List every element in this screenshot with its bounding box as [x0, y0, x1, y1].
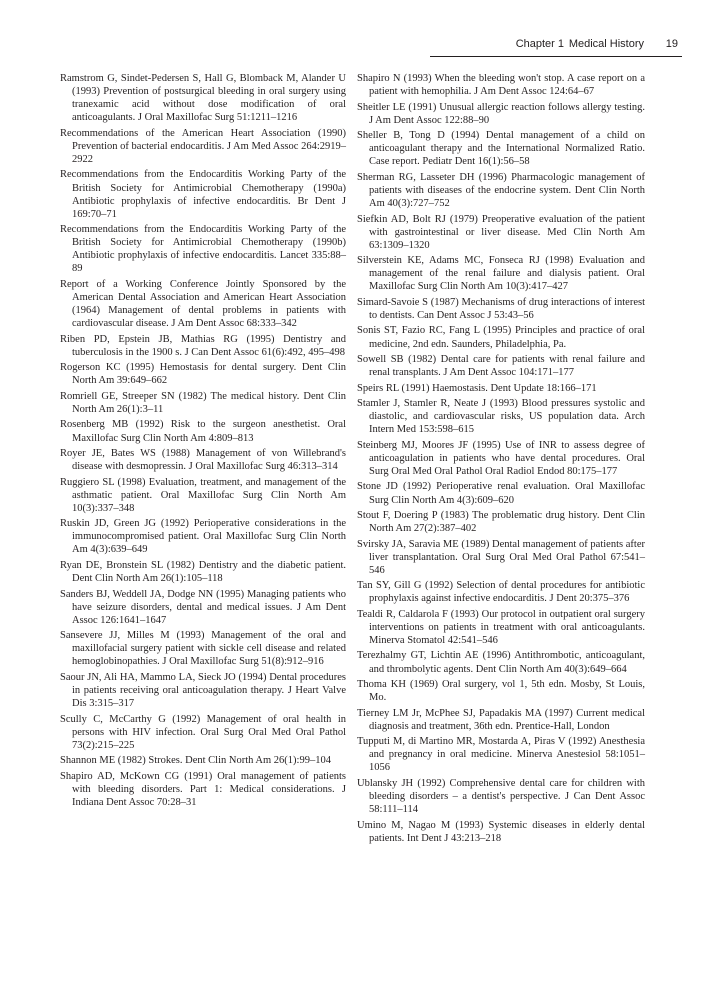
reference-entry: Steinberg MJ, Moores JF (1995) Use of INR to assess degree of anticoagulation in patients who have dental procedures. Oral Surg Oral Med Oral Pathol Oral Radiol Endod 80:175–177	[357, 439, 645, 477]
reference-entry: Recommendations of the American Heart Association (1990) Prevention of bacterial endocarditis. J Am Med Assoc 264:2919–2922	[60, 127, 346, 165]
reference-entry: Umino M, Nagao M (1993) Systemic diseases in elderly dental patients. Int Dent J 43:213–218	[357, 819, 645, 844]
reference-entry: Tupputi M, di Martino MR, Mostarda A, Piras V (1992) Anesthesia and pregnancy in oral medicine. Minerva Anestesiol 58:1051–1056	[357, 736, 645, 774]
reference-entry: Shapiro AD, McKown CG (1991) Oral management of patients with bleeding disorders. Part 1: Medical considerations. J Indiana Dent Assoc 70:28–31	[60, 770, 346, 808]
reference-entry: Sansevere JJ, Milles M (1993) Management of the oral and maxillofacial surgery patient with sickle cell disease and related hemoglobinopathies. J Oral Maxillofac Surg 51(8):912–916	[60, 630, 346, 668]
reference-entry: Ruskin JD, Green JG (1992) Perioperative considerations in the immunocompromised patient. Oral Maxillofac Surg Clin North Am 4(3):639–649	[60, 518, 346, 556]
reference-entry: Ruggiero SL (1998) Evaluation, treatment, and management of the asthmatic patient. Oral Maxillofac Surg Clin North Am 10(3):337–348	[60, 476, 346, 514]
reference-entry: Tan SY, Gill G (1992) Selection of dental procedures for antibiotic prophylaxis against infective endocarditis. J Dent 20:375–376	[357, 580, 645, 605]
reference-entry: Rosenberg MB (1992) Risk to the surgeon anesthetist. Oral Maxillofac Surg Clin North Am 4:809–813	[60, 419, 346, 444]
chapter-label: Chapter 1	[515, 38, 564, 50]
reference-entry: Stout F, Doering P (1983) The problematic drug history. Dent Clin North Am 27(2):387–402	[357, 509, 645, 535]
page-number: 19	[665, 38, 678, 50]
reference-entry: Simard-Savoie S (1987) Mechanisms of drug interactions of interest to dentists. Can Dent Assoc J 53:43–56	[357, 296, 645, 321]
reference-entry: Ryan DE, Bronstein SL (1982) Dentistry and the diabetic patient. Dent Clin North Am 26(1):105–118	[60, 559, 346, 585]
chapter-title: Medical History	[568, 38, 644, 50]
reference-entry: Scully C, McCarthy G (1992) Management of oral health in persons with HIV infection. Oral Surg Oral Med Oral Pathol 73(2):215–225	[60, 713, 346, 751]
header-rule	[430, 56, 682, 57]
reference-entry: Sheitler LE (1991) Unusual allergic reaction follows allergy testing. J Am Dent Assoc 122:88–90	[357, 101, 645, 126]
reference-entry: Riben PD, Epstein JB, Mathias RG (1995) Dentistry and tuberculosis in the 1900 s. J Can Dent Assoc 61(6):492, 495–498	[60, 333, 346, 358]
reference-entry: Tierney LM Jr, McPhee SJ, Papadakis MA (1997) Current medical diagnosis and treatment, 36th edn. Prentice-Hall, London	[357, 707, 645, 732]
reference-entry: Silverstein KE, Adams MC, Fonseca RJ (1998) Evaluation and management of the renal failure and dialysis patient. Oral Maxillofac Surg Clin North Am 10(3):417–427	[357, 255, 645, 293]
reference-entry: Shapiro N (1993) When the bleeding won't stop. A case report on a patient with hemophilia. J Am Dent Assoc 124:64–67	[357, 73, 645, 98]
reference-entry: Report of a Working Conference Jointly Sponsored by the American Dental Association and American Heart Association (1964) Management of dental problems in patients with cardiovascular disease. J Am Dent Assoc 68:333–342	[60, 278, 346, 330]
references-left-column	[60, 72, 346, 811]
reference-entry: Ramstrom G, Sindet-Pedersen S, Hall G, Blomback M, Alander U (1993) Prevention of postsurgical bleeding in oral surgery using tranexamic acid without dose modification of oral anticoagulants. J Oral Maxillofac Surg 51:1211–1216	[60, 73, 346, 124]
reference-entry: Saour JN, Ali HA, Mammo LA, Sieck JO (1994) Dental procedures in patients receiving oral anticoagulation therapy. J Heart Valve Dis 3:315–317	[60, 671, 346, 710]
reference-entry: Sanders BJ, Weddell JA, Dodge NN (1995) Managing patients who have seizure disorders, dental and medical issues. J Am Dent Assoc 126:1641–1647	[60, 588, 346, 626]
reference-entry: Royer JE, Bates WS (1988) Management of von Willebrand's disease with desmopressin. J Oral Maxillofac Surg 46:313–314	[60, 448, 346, 473]
reference-entry: Shannon ME (1982) Strokes. Dent Clin North Am 26(1):99–104	[60, 755, 331, 767]
reference-entry: Terezhalmy GT, Lichtin AE (1996) Antithrombotic, anticoagulant, and thrombolytic agents. Dent Clin North Am 40(3):649–664	[357, 650, 645, 675]
reference-entry: Stamler J, Stamler R, Neate J (1993) Blood pressures systolic and diastolic, and cardiovascular risks, US population data. Arch Intern Med 153:598–615	[357, 398, 645, 436]
reference-entry: Svirsky JA, Saravia ME (1989) Dental management of patients after liver transplantation. Oral Surg Oral Med Oral Pathol 67:541–546	[357, 538, 645, 576]
reference-entry: Sherman RG, Lasseter DH (1996) Pharmacologic management of patients with diseases of the endocrine system. Dent Clin North Am 40(3):727–752	[357, 171, 645, 210]
reference-entry: Ublansky JH (1992) Comprehensive dental care for children with bleeding disorders – a dentist's perspective. J Can Dent Assoc 58:111–114	[357, 777, 645, 816]
reference-entry: Recommendations from the Endocarditis Working Party of the British Society for Antimicrobial Chemotherapy (1990b) Antibiotic prophylaxis of infective endocarditis. Lancet 335:88–89	[60, 224, 346, 275]
reference-entry: Sonis ST, Fazio RC, Fang L (1995) Principles and practice of oral medicine, 2nd edn. Saunders, Philadelphia, Pa.	[357, 325, 645, 350]
references-right-column	[357, 72, 645, 847]
reference-entry: Recommendations from the Endocarditis Working Party of the British Society for Antimicrobial Chemotherapy (1990a) Antibiotic prophylaxis of infective endocarditis. Br Dent J 169:70–71	[60, 169, 346, 220]
running-header	[0, 38, 714, 58]
reference-entry: Rogerson KC (1995) Hemostasis for dental surgery. Dent Clin North Am 39:649–662	[60, 362, 346, 387]
reference-entry: Speirs RL (1991) Haemostasis. Dent Update 18:166–171	[357, 382, 597, 394]
reference-entry: Sheller B, Tong D (1994) Dental management of a child on anticoagulant therapy and the International Normalized Ratio. Case report. Pediatr Dent 16(1):56–58	[357, 130, 645, 168]
reference-entry: Thoma KH (1969) Oral surgery, vol 1, 5th edn. Mosby, St Louis, Mo.	[357, 679, 645, 704]
reference-entry: Siefkin AD, Bolt RJ (1979) Preoperative evaluation of the patient with gastrointestinal or liver disease. Med Clin North Am 63:1309–1320	[357, 213, 645, 251]
reference-entry: Stone JD (1992) Perioperative renal evaluation. Oral Maxillofac Surg Clin North Am 4(3):609–620	[357, 481, 645, 506]
reference-entry: Romriell GE, Streeper SN (1982) The medical history. Dent Clin North Am 26(1):3–11	[60, 390, 346, 415]
reference-entry: Sowell SB (1982) Dental care for patients with renal failure and renal transplants. J Am Dent Assoc 104:171–177	[357, 354, 645, 379]
reference-entry: Tealdi R, Caldarola F (1993) Our protocol in outpatient oral surgery interventions on patients in treatment with oral anticoagulants. Minerva Stomatol 42:541–546	[357, 608, 645, 646]
